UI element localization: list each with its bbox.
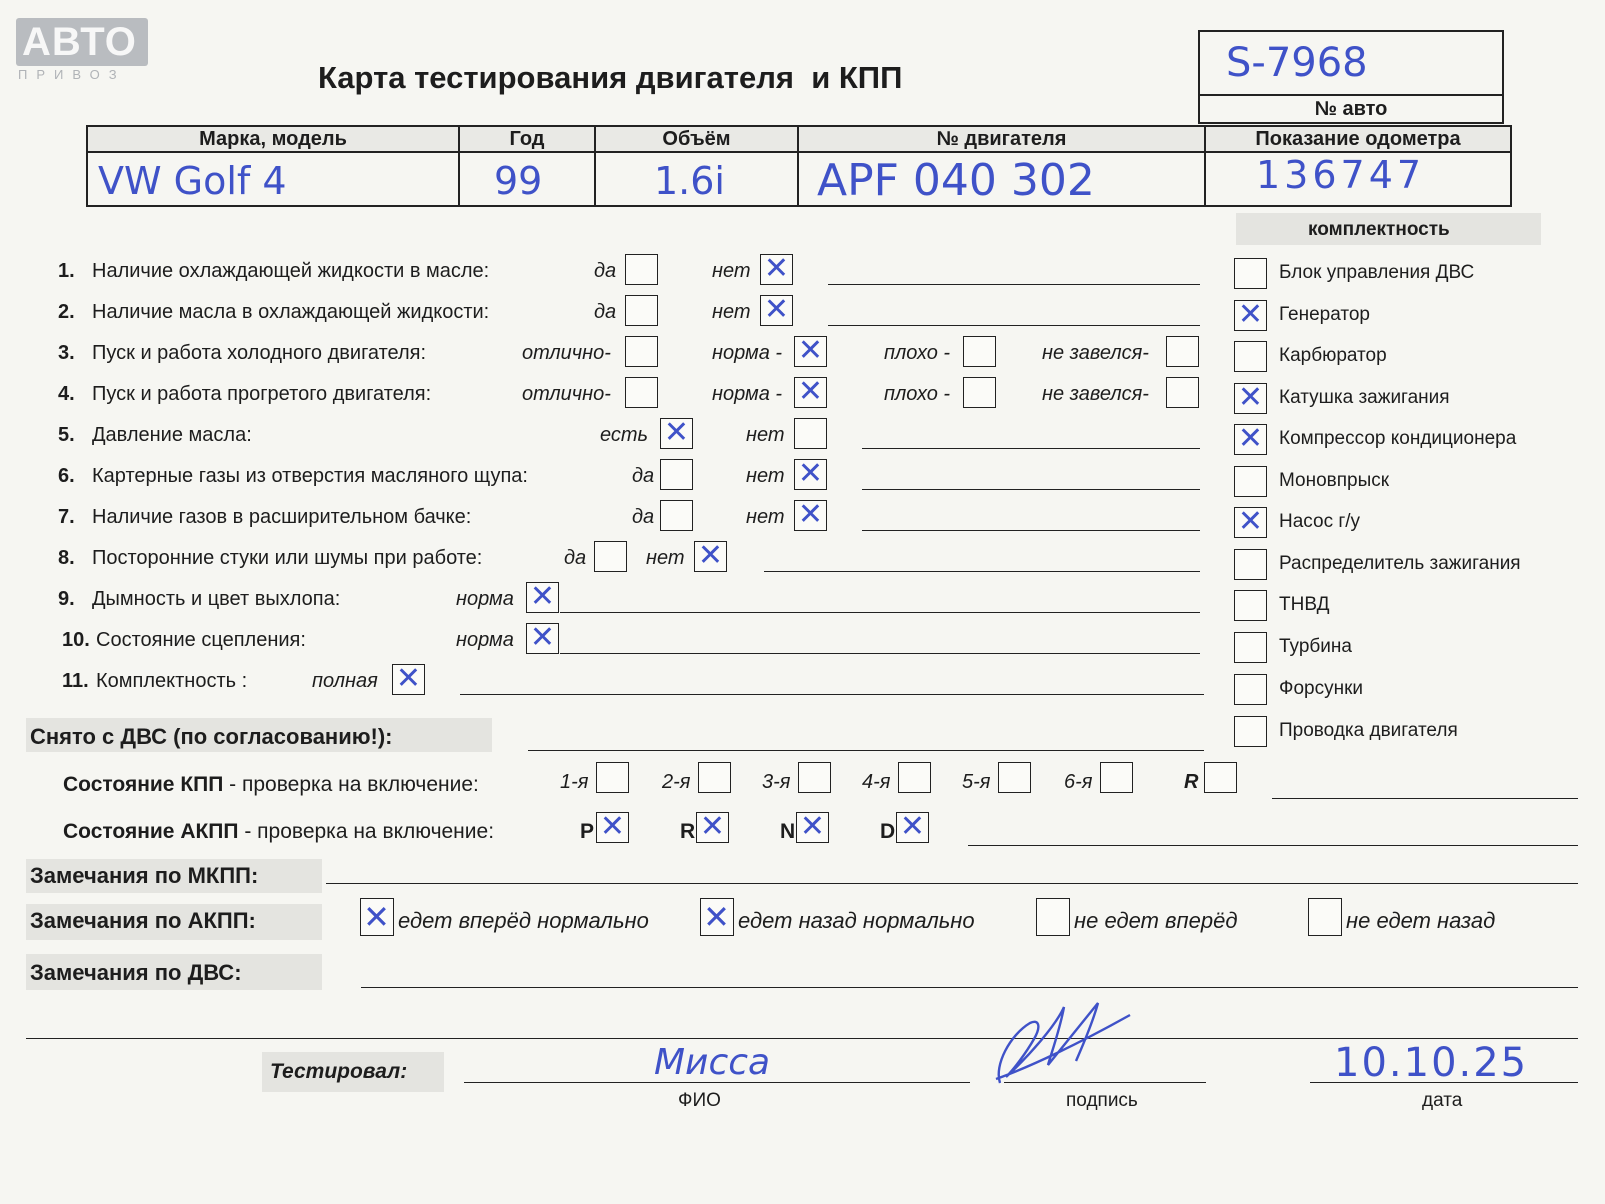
component-1-label: Блок управления ДВС [1279,262,1475,283]
component-11-checkbox[interactable] [1234,674,1267,705]
question-5-line [862,448,1200,449]
value-engine-no: APF 040 302 [817,155,1095,206]
question-10-line [560,653,1200,654]
kpp-gear-3-label: 3-я [762,771,791,793]
component-12-checkbox[interactable] [1234,716,1267,747]
akpp-label-rest: - проверка на включение: [238,820,495,843]
remarks-extra-line [26,1038,1578,1039]
question-6-option-2-checkbox-check: ✕ [797,456,824,491]
akpp-mode-D-checkbox-check: ✕ [899,809,926,844]
question-10-option-1-label: норма [456,629,514,651]
kpp-gear-4-label: 4-я [862,771,891,793]
question-1-option-2-checkbox-check: ✕ [763,251,790,286]
name-label: ФИО [678,1090,721,1111]
question-4-text: Пуск и работа прогретого двигателя: [92,383,432,405]
col-model: Марка, модель [87,126,459,152]
question-8-number: 8. [58,547,75,569]
question-8-option-2-checkbox-check: ✕ [697,538,724,573]
logo [16,18,148,66]
akpp-mode-N-checkbox-check: ✕ [799,809,826,844]
value-model: VW Golf 4 [98,159,287,203]
component-1-checkbox[interactable] [1234,258,1267,289]
akpp-label-bold: Состояние АКПП [63,820,239,843]
kpp-line [1272,798,1578,799]
question-8-line [764,571,1200,572]
question-9-line [560,612,1200,613]
question-4-option-2-checkbox-check: ✕ [797,374,824,409]
page-title: Карта тестирования двигателя и КПП [318,60,903,95]
akpp-mode-R-checkbox-check: ✕ [699,809,726,844]
remarks-mkpp-label: Замечания по МКПП: [30,863,259,888]
question-9-text: Дымность и цвет выхлопа: [92,588,341,610]
akpp-remark-1-label: едет вперёд нормально [398,908,649,933]
question-10-number: 10. [62,629,90,651]
kpp-label [63,773,479,797]
question-3-number: 3. [58,342,75,364]
question-1-text: Наличие охлаждающей жидкости в масле: [92,260,490,282]
component-8-checkbox[interactable] [1234,549,1267,580]
question-4-option-4-checkbox[interactable] [1166,377,1199,408]
question-11-number: 11. [62,670,89,692]
question-7-option-1-label: да [632,506,655,528]
value-year: 99 [494,159,543,203]
akpp-mode-D-label: D [880,820,896,843]
question-4-number: 4. [58,383,75,405]
question-4-option-1-checkbox[interactable] [625,377,658,408]
col-volume: Объём [595,126,798,152]
akpp-remark-4-checkbox[interactable] [1308,898,1342,936]
question-4-option-4-label: не завелся- [1042,383,1149,405]
akpp-remark-3-checkbox[interactable] [1036,898,1070,936]
akpp-remark-1-check: ✕ [363,898,390,936]
component-3-checkbox[interactable] [1234,341,1267,372]
car-number-value: S-7968 [1226,40,1368,86]
question-2-option-2-label: нет [712,301,751,323]
question-8-option-1-label: да [564,547,587,569]
car-number-divider [1200,94,1502,96]
question-2-number: 2. [58,301,75,323]
question-3-text: Пуск и работа холодного двигателя: [92,342,427,364]
question-3-option-3-label: плохо - [884,342,951,364]
vehicle-info-table [86,125,1512,207]
question-4-option-3-label: плохо - [884,383,951,405]
component-6-checkbox[interactable] [1234,466,1267,497]
removed-label: Снято с ДВС (по согласованию!): [30,724,393,749]
akpp-remark-4-label: не едет назад [1346,908,1496,933]
question-3-option-3-checkbox[interactable] [963,336,996,367]
kpp-gear-2-label: 2-я [662,771,691,793]
component-2-label: Генератор [1279,303,1370,325]
component-9-label: ТНВД [1279,594,1330,615]
question-9-number: 9. [58,588,75,610]
kpp-gear-6-checkbox[interactable] [1100,762,1133,793]
component-12-label: Проводка двигателя [1279,719,1458,741]
question-5-number: 5. [58,424,75,446]
question-6-line [862,489,1200,490]
akpp-line [968,845,1578,846]
kpp-gear-1-label: 1-я [560,771,589,793]
kpp-gear-6-label: 6-я [1064,771,1093,793]
question-6-option-2-label: нет [746,465,785,487]
question-4-option-3-checkbox[interactable] [963,377,996,408]
tested-label: Тестировал: [270,1060,408,1083]
akpp-mode-R-label: R [680,820,696,843]
component-10-label: Турбина [1279,635,1352,657]
question-2-option-2-checkbox-check: ✕ [763,292,790,327]
question-3-option-2-checkbox-check: ✕ [797,333,824,368]
kpp-gear-3-checkbox[interactable] [798,762,831,793]
component-11-label: Форсунки [1279,678,1363,699]
akpp-mode-P-checkbox-check: ✕ [599,809,626,844]
component-3-label: Карбюратор [1279,345,1387,366]
question-9-option-1-label: норма [456,588,514,610]
question-4-option-1-label: отлично- [522,383,611,405]
tester-name: Мисса [654,1042,771,1083]
question-11-line [460,694,1204,695]
completeness-title-text: комплектность [1308,219,1450,240]
kpp-gear-5-checkbox[interactable] [998,762,1031,793]
kpp-gear-4-checkbox[interactable] [898,762,931,793]
col-engine-no: № двигателя [798,126,1205,152]
question-5-option-1-checkbox-check: ✕ [663,415,690,450]
question-5-option-1-label: есть [600,424,649,446]
kpp-gear-1-checkbox[interactable] [596,762,629,793]
akpp-mode-P-label: P [580,820,595,843]
question-7-option-2-checkbox-check: ✕ [797,497,824,532]
value-volume: 1.6i [654,159,725,203]
question-7-text: Наличие газов в расширительном бачке: [92,506,472,528]
question-8-option-2-label: нет [646,547,685,569]
question-2-option-1-checkbox[interactable] [625,295,658,326]
kpp-label-rest: - проверка на включение: [223,773,479,796]
question-4-option-2-label: норма - [712,383,783,405]
question-10-option-1-checkbox-check: ✕ [529,620,556,655]
question-11-option-1-checkbox-check: ✕ [395,661,422,696]
logo-main: АВТО [22,20,137,64]
col-odometer: Показание одометра [1205,126,1511,152]
question-7-option-2-label: нет [746,506,785,528]
question-8-option-1-checkbox[interactable] [594,541,627,572]
component-4-checkbox-check: ✕ [1237,379,1264,415]
component-2-checkbox-check: ✕ [1237,296,1264,332]
signature [990,995,1140,1090]
question-6-number: 6. [58,465,75,487]
question-1-option-1-checkbox[interactable] [625,254,658,285]
question-9-option-1-checkbox-check: ✕ [529,579,556,614]
component-4-label: Катушка зажигания [1279,386,1450,408]
question-11-option-1-label: полная [312,670,378,692]
question-7-line [862,530,1200,531]
question-1-line [828,284,1200,285]
kpp-gear-7-label: R [1184,771,1199,793]
question-6-text: Картерные газы из отверстия масляного щупа: [92,465,528,487]
remarks-mkpp-line [326,883,1578,884]
component-9-checkbox[interactable] [1234,590,1267,621]
question-3-option-1-label: отлично- [522,342,611,364]
question-3-option-2-label: норма - [712,342,783,364]
remarks-dvs-line [361,987,1578,988]
kpp-gear-5-label: 5-я [962,771,991,793]
component-5-checkbox-check: ✕ [1237,421,1264,456]
logo-sub: ПРИВОЗ [18,67,126,82]
question-1-number: 1. [58,260,75,282]
car-number-label: № авто [1314,98,1388,120]
component-7-checkbox-check: ✕ [1237,504,1264,539]
remarks-akpp-label: Замечания по АКПП: [30,908,256,933]
signature-label: подпись [1066,1090,1138,1111]
removed-line [528,750,1204,751]
component-5-label: Компрессор кондиционера [1279,428,1517,449]
question-5-text: Давление масла: [92,424,252,446]
akpp-remark-2-label: едет назад нормально [738,908,975,933]
kpp-gear-2-checkbox[interactable] [698,762,731,793]
car-number-box [1198,30,1504,124]
component-6-label: Моновпрыск [1279,469,1390,491]
question-8-text: Посторонние стуки или шумы при работе: [92,547,483,569]
akpp-remark-3-label: не едет вперёд [1074,908,1238,933]
question-1-option-1-label: да [594,260,617,282]
question-3-option-4-checkbox[interactable] [1166,336,1199,367]
question-10-text: Состояние сцепления: [96,629,306,651]
question-5-option-2-label: нет [746,424,785,446]
component-7-label: Насос г/у [1279,511,1361,532]
kpp-label-bold: Состояние КПП [63,773,224,796]
question-6-option-1-label: да [632,465,655,487]
question-6-option-1-checkbox[interactable] [660,459,693,490]
component-10-checkbox[interactable] [1234,632,1267,663]
value-odometer: 136747 [1256,153,1426,197]
question-2-option-1-label: да [594,301,617,323]
question-2-line [828,325,1200,326]
question-3-option-1-checkbox[interactable] [625,336,658,367]
question-1-option-2-label: нет [712,260,751,282]
akpp-mode-N-label: N [780,820,796,843]
question-11-text: Комплектность : [96,670,248,692]
akpp-label [63,820,494,844]
question-7-number: 7. [58,506,75,528]
kpp-gear-7-checkbox[interactable] [1204,762,1237,793]
question-2-text: Наличие масла в охлаждающей жидкости: [92,301,490,323]
col-year: Год [459,126,595,152]
question-5-option-2-checkbox[interactable] [794,418,827,449]
date-label: дата [1422,1090,1463,1111]
question-7-option-1-checkbox[interactable] [660,500,693,531]
question-3-option-4-label: не завелся- [1042,342,1149,364]
akpp-remark-2-check: ✕ [703,898,730,936]
component-8-label: Распределитель зажигания [1279,552,1521,574]
remarks-dvs-label: Замечания по ДВС: [30,960,242,985]
date-value: 10.10.25 [1334,1040,1529,1086]
